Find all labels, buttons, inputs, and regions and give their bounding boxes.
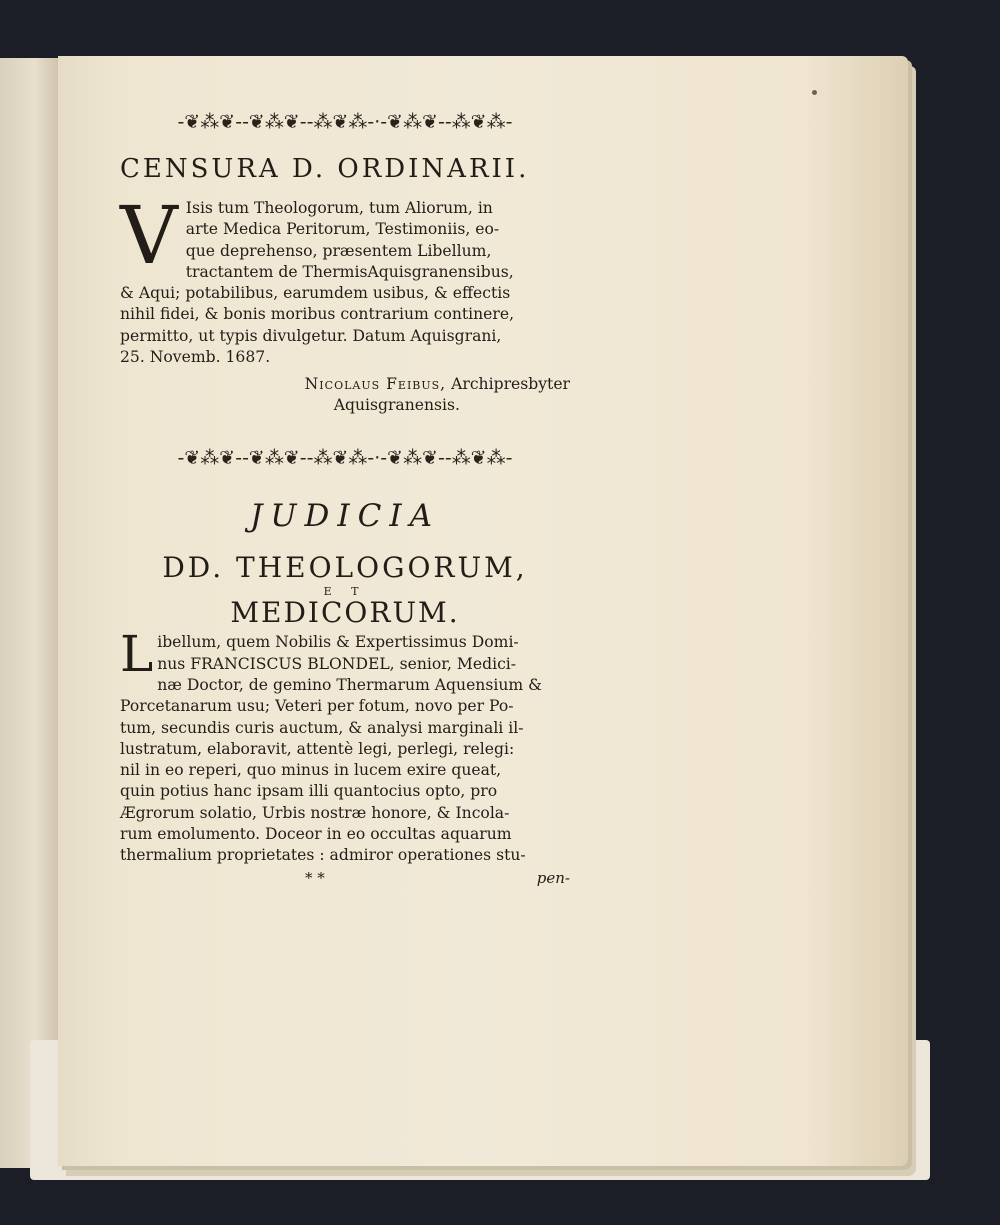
text-line: ibellum, quem Nobilis & Expertissimus Domi-: [157, 633, 519, 652]
judicia-medicorum: MEDICORUM.: [230, 596, 460, 630]
censura-dropcap: V: [120, 189, 178, 282]
signature-title: Archipresbyter: [451, 375, 570, 394]
printed-text-block: [120, 110, 570, 891]
text-line: 25. Novemb. 1687.: [120, 348, 271, 367]
facing-page-edge: [0, 58, 60, 1168]
text-line: thermalium proprietates : admiror operationes stu-: [120, 846, 526, 865]
signature-place: Aquisgranensis.: [333, 396, 460, 415]
text-line: næ Doctor, de gemino Thermarum Aquensium &: [157, 675, 542, 694]
signature-name: Nicolaus Feibus,: [304, 375, 447, 394]
text-line: rum emolumento. Doceor in eo occultas aquarum: [120, 825, 512, 844]
text-line: & Aqui; potabilibus, earumdem usibus, & effectis: [120, 284, 511, 303]
text-line: nus FRANCISCUS BLONDEL, senior, Medici-: [157, 654, 517, 673]
text-line: nil in eo reperi, quo minus in lucem exire queat,: [120, 761, 502, 780]
text-line: permitto, ut typis divulgetur. Datum Aquisgrani,: [120, 326, 502, 345]
judicia-et: E T: [323, 585, 367, 599]
text-line: nihil fidei, & bonis moribus contrarium continere,: [120, 305, 515, 324]
censura-title: CENSURA D. ORDINARII.: [120, 154, 530, 184]
text-line: Isis tum Theologorum, tum Aliorum, in: [185, 199, 493, 217]
judicia-heading: JUDICIA: [249, 498, 440, 535]
text-line: Ægrorum solatio, Urbis nostræ honore, & Incola-: [120, 803, 510, 822]
ornament-band-middle: -❦⁂❦--❦⁂❦--⁂❦⁂-·-❦⁂❦--⁂❦⁂-: [177, 447, 513, 470]
signature-mark: * *: [305, 868, 325, 887]
judicia-dropcap: L: [120, 625, 154, 684]
text-line: quin potius hanc ipsam illi quantocius opto, pro: [120, 782, 498, 801]
text-line: Porcetanarum usu; Veteri per fotum, novo per Po-: [120, 697, 514, 716]
text-line: arte Medica Peritorum, Testimoniis, eo-: [185, 220, 500, 239]
judicia-subheading: DD. THEOLOGORUM,: [162, 551, 528, 585]
ornament-band-top: -❦⁂❦--❦⁂❦--⁂❦⁂-·-❦⁂❦--⁂❦⁂-: [177, 111, 513, 133]
censura-paragraph: [120, 189, 570, 368]
text-line: tum, secundis curis auctum, & analysi marginali il-: [120, 718, 524, 737]
text-line: tractantem de ThermisAquisgranensibus,: [185, 262, 514, 281]
judicia-paragraph: [120, 625, 570, 866]
censura-signature: [120, 374, 570, 416]
paper-speck: [812, 90, 817, 95]
text-line: lustratum, elaboravit, attentè legi, perlegi, relegi:: [120, 739, 515, 758]
catchword-line: [120, 869, 570, 891]
catchword: pen-: [536, 868, 570, 887]
text-line: que deprehenso, præsentem Libellum,: [185, 241, 492, 260]
